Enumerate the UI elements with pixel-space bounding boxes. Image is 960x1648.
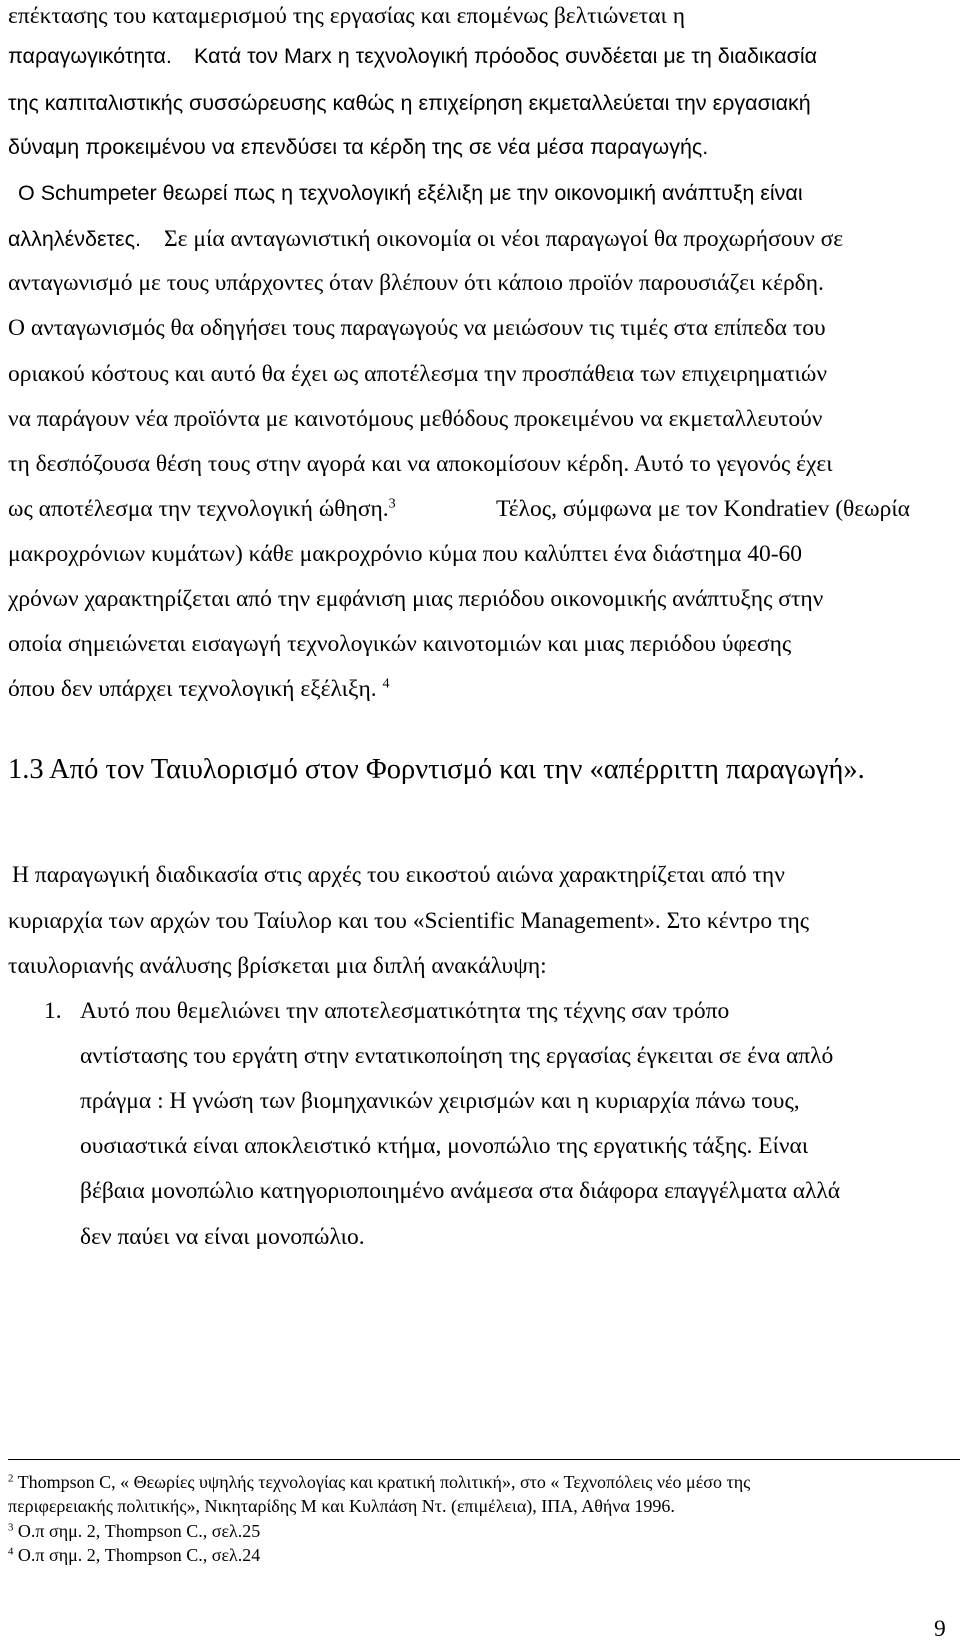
footnote — [8, 1522, 260, 1540]
text-run: Κατά τον Marx η τεχνολογική πρόοδος συνδέεται με τη διαδικασία — [194, 44, 818, 68]
paragraph-line: Η παραγωγική διαδικασία στις αρχές του εικοστού αιώνα χαρακτηρίζεται από την — [12, 862, 785, 888]
paragraph-line: της καπιταλιστικής συσσώρευσης καθώς η επιχείρηση εκμεταλλεύεται την εργασιακή — [8, 91, 811, 115]
footnote-line: περιφερειακής πολιτικής», Νικηταρίδης Μ και Κυλπάση Ντ. (επιμέλεια), ΙΠΑ, Αθήνα 1996. — [8, 1496, 675, 1516]
section-heading: 1.3 Από τον Ταιυλορισμό στον Φορντισμό και την «απέρριττη παραγωγή». — [8, 754, 865, 785]
list-item-line: Αυτό που θεμελιώνει την αποτελεσματικότητα της τέχνης σαν τρόπο — [80, 998, 730, 1024]
paragraph-line: να παράγουν νέα προϊόντα με καινοτόμους μεθόδους προκειμένου να εκμεταλλευτούν — [8, 406, 823, 432]
paragraph-line: Ο Schumpeter θεωρεί πως η τεχνολογική εξέλιξη με την οικονομική ανάπτυξη είναι — [18, 181, 803, 205]
footnote — [8, 1473, 750, 1491]
list-item-line: αντίστασης του εργάτη στην εντατικοποίηση της εργασίας έγκειται σε ένα απλό — [80, 1043, 834, 1069]
paragraph-line: χρόνων χαρακτηρίζεται από την εμφάνιση μιας περιόδου οικονομικής ανάπτυξης στην — [8, 586, 824, 612]
footnote-separator — [8, 1459, 960, 1460]
paragraph-line — [8, 228, 910, 252]
text-run: ως αποτέλεσμα την τεχνολογική ώθηση. — [8, 496, 389, 522]
footnote-ref: 3 — [388, 495, 396, 512]
footnote — [8, 1546, 260, 1564]
footnote-text: Thompson C, « Θεωρίες υψηλής τεχνολογίας και κρατική πολιτική», στο « Τεχνοπόλεις νέο μέσο της — [17, 1472, 751, 1492]
paragraph-line: οποία σημειώνεται εισαγωγή τεχνολογικών καινοτομιών και μιας περιόδου ύφεσης — [8, 631, 792, 657]
text-run: όπου δεν υπάρχει τεχνολογική εξέλιξη. — [8, 676, 377, 702]
text-run: Τέλος, σύμφωνα με τον Kondratiev (θεωρία — [496, 496, 910, 522]
paragraph-line: κυριαρχία των αρχών του Ταίυλορ και του «Scientific Management». Στο κέντρο της — [8, 908, 810, 934]
paragraph-line: τη δεσπόζουσα θέση τους στην αγορά και να αποκομίσουν κέρδη. Αυτό το γεγονός έχει — [8, 451, 833, 477]
paragraph-line: μακροχρόνιων κυμάτων) κάθε μακροχρόνιο κύμα που καλύπτει ένα διάστημα 40-60 — [8, 541, 803, 567]
page-number: 9 — [934, 1616, 946, 1642]
paragraph-line: ανταγωνισμό με τους υπάρχοντες όταν βλέπουν ότι κάποιο προϊόν παρουσιάζει κέρδη. — [8, 270, 824, 296]
footnote-text: Ο.π σημ. 2, Thompson C., σελ.24 — [17, 1545, 261, 1565]
list-item-line: βέβαια μονοπώλιο κατηγοριοποιημένο ανάμεσα στα διάφορα επαγγέλματα αλλά — [80, 1178, 841, 1204]
list-number: 1. — [44, 998, 62, 1024]
paragraph-line: δύναμη προκειμένου να επενδύσει τα κέρδη της σε νέα μέσα παραγωγής. — [8, 135, 709, 159]
paragraph-line — [8, 495, 910, 522]
footnote-mark: 4 — [8, 1545, 14, 1558]
paragraph-line — [8, 5, 910, 29]
paragraph-line — [8, 675, 390, 702]
paragraph-line: οριακού κόστους και αυτό θα έχει ως αποτέλεσμα την προσπάθεια των επιχειρηματιών — [8, 361, 827, 387]
list-item-line: δεν παύει να είναι μονοπώλιο. — [80, 1224, 365, 1250]
paragraph-line: ταιυλοριανής ανάλυσης βρίσκεται μια διπλή ανακάλυψη: — [8, 953, 547, 979]
text-run: αλληλένδετες. — [8, 227, 141, 251]
text-run — [8, 495, 396, 522]
text-run: επέκτασης του καταμερισμού της εργασίας και επομένως βελτιώνεται η — [8, 3, 686, 29]
text-run: Σε μία ανταγωνιστική οικονομία οι νέοι παραγωγοί θα προχωρήσουν σε — [164, 226, 844, 252]
footnote-mark: 3 — [8, 1521, 14, 1534]
list-item-line: ουσιαστικά είναι αποκλειστικό κτήμα, μονοπώλιο της εργατικής τάξης. Είναι — [80, 1133, 809, 1159]
paragraph-line — [8, 46, 910, 68]
footnote-text: Ο.π σημ. 2, Thompson C., σελ.25 — [17, 1521, 261, 1541]
footnote-ref: 4 — [382, 675, 390, 692]
footnote-mark: 2 — [8, 1472, 14, 1485]
text-run: παραγωγικότητα. — [8, 44, 172, 68]
list-item-line: πράγμα : Η γνώση των βιομηχανικών χειρισμών και η κυριαρχία πάνω τους, — [80, 1088, 800, 1114]
paragraph-line: Ο ανταγωνισμός θα οδηγήσει τους παραγωγούς να μειώσουν τις τιμές στα επίπεδα του — [8, 315, 826, 341]
